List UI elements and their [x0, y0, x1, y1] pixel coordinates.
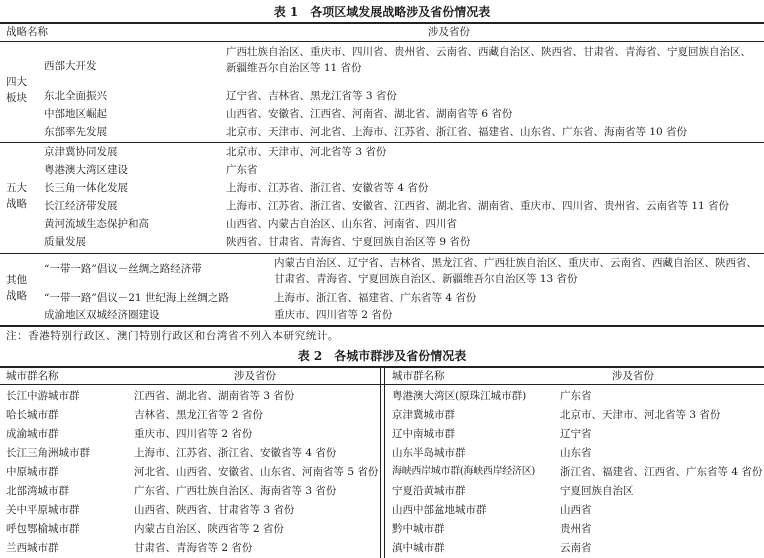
table1-strategy-cell: 西部大开发 — [44, 60, 97, 72]
table2-provinces-cell: 山东省 — [560, 447, 592, 459]
table2-provinces-cell: 山西省、陕西省、甘肃省等 3 省份 — [134, 504, 295, 516]
table1-strategy-cell: 粤港澳大湾区建设 — [44, 164, 128, 176]
table1-strategy-cell: 长三角一体化发展 — [44, 182, 128, 194]
table2-divider — [380, 366, 381, 558]
table2-cluster-cell: 山东半岛城市群 — [392, 447, 466, 459]
table1-provinces-cell: 北京市、天津市、河北省等 3 省份 — [226, 146, 387, 158]
table2-top-rule — [0, 366, 764, 368]
table2-header-cluster: 城市群名称 — [6, 370, 59, 382]
table2-cluster-cell: 呼包鄂榆城市群 — [6, 523, 80, 535]
table2-provinces-cell: 甘肃省、青海省等 2 省份 — [134, 542, 253, 554]
table1-strategy-cell: 成渝地区双城经济圈建设 — [44, 309, 160, 321]
table2-cluster-cell: 北部湾城市群 — [6, 485, 69, 497]
table2-cluster-cell: 黔中城市群 — [392, 523, 445, 535]
table2-cluster-cell: 成渝城市群 — [6, 428, 59, 440]
table2-cluster-cell: 关中平原城市群 — [6, 504, 80, 516]
table2-cluster-cell: 山西中部盆地城市群 — [392, 504, 487, 516]
table1-group-label: 五大战略 — [6, 182, 27, 210]
table2-cluster-cell: 京津冀城市群 — [392, 409, 455, 421]
table2-provinces-cell: 云南省 — [560, 542, 592, 554]
table1-strategy-cell: 东部率先发展 — [44, 126, 107, 138]
table1-strategy-cell: “一带一路”倡议－丝绸之路经济带 — [44, 263, 202, 275]
table1-provinces-cell: 上海市、江苏省、浙江省、安徽省等 4 省份 — [226, 182, 429, 194]
table2-cluster-cell: 兰西城市群 — [6, 542, 59, 554]
table1-strategy-cell: 质量发展 — [44, 236, 86, 248]
table1-provinces-cell: 广西壮族自治区、重庆市、四川省、贵州省、云南省、西藏自治区、陕西省、甘肃省、青海省、宁夏回族自治区、新疆维吾尔自治区等 11 省份 — [226, 46, 751, 74]
table1-strategy-cell: 东北全面振兴 — [44, 90, 107, 102]
table1-provinces-cell: 辽宁省、吉林省、黑龙江省等 3 省份 — [226, 90, 397, 102]
table2-cluster-cell: 哈长城市群 — [6, 409, 59, 421]
table2-provinces-cell: 宁夏回族自治区 — [560, 485, 634, 497]
table1-provinces-cell: 陕西省、甘肃省、青海省、宁夏回族自治区等 9 省份 — [226, 236, 471, 248]
table1-top-rule — [0, 22, 764, 24]
table2-provinces-cell: 上海市、江苏省、浙江省、安徽省等 4 省份 — [134, 447, 337, 459]
table2-header-rule — [0, 384, 764, 385]
table1-provinces-cell: 内蒙古自治区、辽宁省、吉林省、黑龙江省、广西壮族自治区、重庆市、云南省、西藏自治区、陕西省、甘肃省、青海省、宁夏回族自治区、新疆维吾尔自治区等 13 省份 — [274, 257, 757, 285]
table2-provinces-cell: 河北省、山西省、安徽省、山东省、河南省等 5 省份 — [134, 466, 379, 478]
table1-group-rule — [0, 253, 764, 254]
table1-provinces-cell: 广东省 — [226, 164, 258, 176]
table1-strategy-cell: 中部地区崛起 — [44, 108, 107, 120]
table1-strategy-cell: 黄河流域生态保护和高 — [44, 218, 149, 230]
table1-provinces-cell: 上海市、江苏省、浙江省、安徽省、江西省、湖北省、湖南省、重庆市、四川省、贵州省、云南省等 11 省份 — [226, 200, 730, 212]
table2-provinces-cell: 广东省、广西壮族自治区、海南省等 3 省份 — [134, 485, 337, 497]
table2-provinces-cell: 浙江省、福建省、江西省、广东省等 4 省份 — [560, 466, 763, 478]
table1-caption: 表 1 各项区域发展战略涉及省份情况表 — [273, 5, 491, 19]
table1-provinces-cell: 上海市、浙江省、福建省、广东省等 4 省份 — [274, 292, 477, 304]
table2-provinces-cell: 贵州省 — [560, 523, 592, 535]
table1-group-label: 四大板块 — [6, 76, 27, 104]
table1-strategy-cell: 长江经济带发展 — [44, 200, 118, 212]
table2-cluster-cell: 长江中游城市群 — [6, 390, 80, 402]
table1-strategy-cell: “一带一路”倡议－21 世纪海上丝绸之路 — [44, 292, 229, 304]
table1-strategy-cell: 京津冀协同发展 — [44, 146, 118, 158]
table2-provinces-cell: 北京市、天津市、河北省等 3 省份 — [560, 409, 721, 421]
table1-header-rule — [0, 41, 764, 42]
table1-header-strategy: 战略名称 — [6, 26, 48, 38]
table1-group-label: 其他战略 — [6, 274, 27, 302]
table2-divider — [384, 366, 385, 558]
table2-provinces-cell: 吉林省、黑龙江省等 2 省份 — [134, 409, 263, 421]
table2-provinces-cell: 广东省 — [560, 390, 592, 402]
table2-provinces-cell: 重庆市、四川省等 2 省份 — [134, 428, 253, 440]
table1-provinces-cell: 重庆市、四川省等 2 省份 — [274, 309, 393, 321]
table1-provinces-cell: 山西省、内蒙古自治区、山东省、河南省、四川省 — [226, 218, 457, 230]
table1-bottom-rule — [0, 325, 764, 327]
table2-provinces-cell: 内蒙古自治区、陕西省等 2 省份 — [134, 523, 284, 535]
table2-provinces-cell: 辽宁省 — [560, 428, 592, 440]
table1-provinces-cell: 山西省、安徽省、江西省、河南省、湖北省、湖南省等 6 省份 — [226, 108, 513, 120]
table2-cluster-cell: 长江三角洲城市群 — [6, 447, 90, 459]
table1-note: 注：香港特别行政区、澳门特别行政区和台湾省不列入本研究统计。 — [6, 330, 339, 342]
table2-cluster-cell: 宁夏沿黄城市群 — [392, 485, 466, 497]
table1-header-provinces: 涉及省份 — [428, 26, 470, 38]
table2-header-provinces: 涉及省份 — [612, 370, 654, 382]
table2-header-provinces: 涉及省份 — [234, 370, 276, 382]
table2-cluster-cell: 中原城市群 — [6, 466, 59, 478]
table1-group-rule — [0, 142, 764, 143]
table2-caption: 表 2 各城市群涉及省份情况表 — [297, 349, 467, 363]
table2-cluster-cell: 粤港澳大湾区(原珠江城市群) — [392, 390, 527, 402]
table2-cluster-cell: 海峡西岸城市群(海峡西岸经济区) — [392, 466, 536, 477]
table2-header-cluster: 城市群名称 — [392, 370, 445, 382]
table2-cluster-cell: 滇中城市群 — [392, 542, 445, 554]
table1-provinces-cell: 北京市、天津市、河北省、上海市、江苏省、浙江省、福建省、山东省、广东省、海南省等 10 省份 — [226, 126, 688, 138]
table2-provinces-cell: 山西省 — [560, 504, 592, 516]
table2-cluster-cell: 辽中南城市群 — [392, 428, 455, 440]
table2-provinces-cell: 江西省、湖北省、湖南省等 3 省份 — [134, 390, 295, 402]
